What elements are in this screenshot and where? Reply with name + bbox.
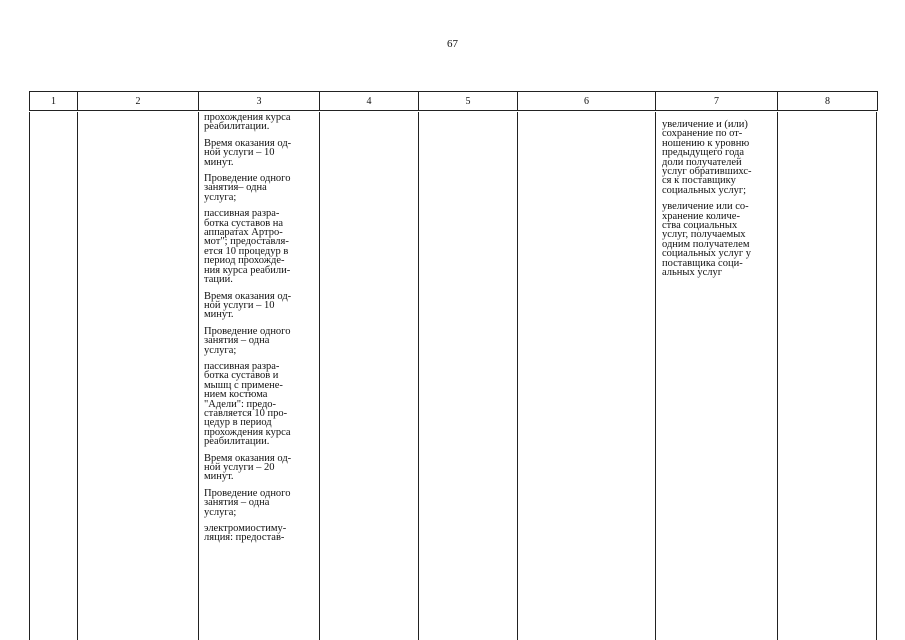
column-header-6: 6 <box>518 92 656 111</box>
column-divider <box>418 112 419 640</box>
col3-paragraph: Проведение одного занятия – одна услуга; <box>204 325 291 356</box>
col3-paragraph: Проведение одного занятия– одна услуга; <box>204 173 291 203</box>
column-header-4: 4 <box>320 92 419 111</box>
col3-paragraph: прохождения курса реабилитации. <box>204 112 291 133</box>
column-header-7: 7 <box>656 92 778 111</box>
column-divider <box>198 112 199 640</box>
col3-paragraph: пассивная разра- ботка суставов на аппаратах Артро- мот"; предоставля- ется 10 процедур в период прохожде- ния курса реабили- тации. <box>204 208 291 286</box>
column-3-content <box>204 113 318 550</box>
column-header-3: 3 <box>199 92 320 111</box>
col3-paragraph: Время оказания од- ной услуги – 10 минут. <box>204 290 292 321</box>
column-header-row <box>29 91 878 111</box>
col7-paragraph: увеличение и (или) сохранение по от- ношению к уровню предыдущего года доли получателей услуг обратившихс- ся к поставщику социальных услуг; <box>662 119 752 196</box>
column-divider <box>29 112 30 640</box>
page-number: 67 <box>447 38 458 50</box>
col3-paragraph: электромиостиму- ляция: предостав- <box>204 523 287 544</box>
column-divider <box>77 112 78 640</box>
column-7-content <box>662 120 780 285</box>
column-header-5: 5 <box>419 92 518 111</box>
col3-paragraph: Проведение одного занятия – одна услуга; <box>204 487 291 518</box>
column-header-2: 2 <box>78 92 199 111</box>
column-divider <box>876 112 877 640</box>
col3-paragraph: Время оказания од- ной услуги – 20 минут. <box>204 452 292 483</box>
column-divider <box>655 112 656 640</box>
col7-paragraph: увеличение или со- хранение количе- ства социальных услуг, получаемых одним получателем социальных услуг у поставщика соци- альных услуг <box>662 201 752 279</box>
col3-paragraph: пассивная разра- ботка суставов и мышц с примене- нием костюма "Адели": предо- ставляется 10 про- цедур в период прохождения курса реабилитации. <box>204 360 291 448</box>
column-header-1: 1 <box>30 92 78 111</box>
column-divider <box>319 112 320 640</box>
column-divider <box>517 112 518 640</box>
col3-paragraph: Время оказания од- ной услуги – 10 минут. <box>204 137 292 168</box>
column-header-8: 8 <box>778 92 878 111</box>
